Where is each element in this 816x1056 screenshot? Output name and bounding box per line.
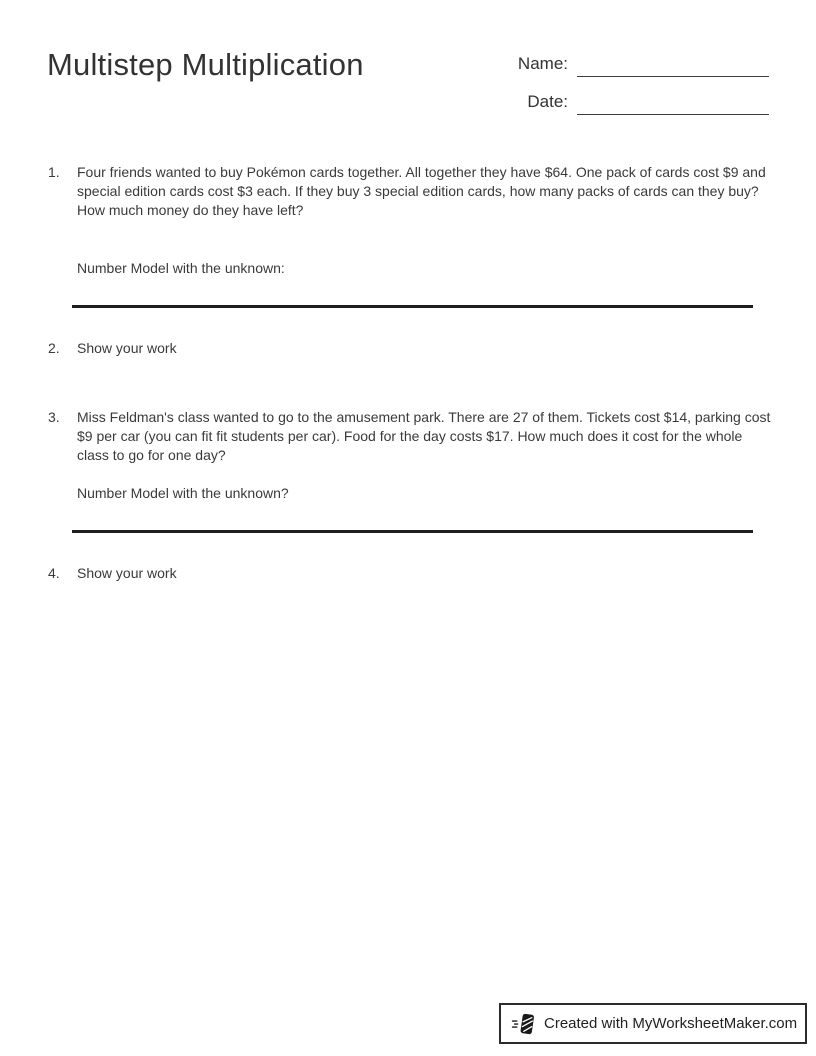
page-title: Multistep Multiplication bbox=[47, 47, 364, 82]
problem-3-number-model-prompt: Number Model with the unknown? bbox=[77, 485, 289, 501]
date-blank-line bbox=[577, 114, 769, 115]
problem-4-number: 4. bbox=[48, 565, 60, 581]
problem-1 bbox=[48, 163, 769, 220]
problem-3 bbox=[48, 408, 773, 465]
name-blank-line bbox=[577, 76, 769, 77]
problem-4 bbox=[48, 564, 448, 583]
problem-3-answer-line bbox=[72, 530, 753, 533]
problem-1-number: 1. bbox=[48, 164, 60, 180]
problem-2-number: 2. bbox=[48, 340, 60, 356]
problem-2-text: Show your work bbox=[77, 340, 177, 356]
problem-4-text: Show your work bbox=[77, 565, 177, 581]
date-label: Date: bbox=[527, 92, 568, 111]
problem-3-text: Miss Feldman's class wanted to go to the amusement park. There are 27 of them. Tickets cost $14, parking cost $9 per car (you can fit fit students per car). Food for the day costs $17. How much does it cost for the whole class to go for one day? bbox=[77, 409, 771, 463]
problem-1-text: Four friends wanted to buy Pokémon cards together. All together they have $64. One pack of cards cost $9 and special edition cards cost $3 each. If they buy 3 special edition cards, how many packs of cards can they buy? How much money do they have left? bbox=[77, 164, 766, 218]
problem-2 bbox=[48, 339, 448, 358]
name-label: Name: bbox=[517, 54, 568, 73]
footer-credit-badge bbox=[499, 1003, 807, 1044]
footer-credit-text: Created with MyWorksheetMaker.com bbox=[544, 1015, 798, 1032]
problem-3-number: 3. bbox=[48, 409, 60, 425]
problem-1-number-model-prompt: Number Model with the unknown: bbox=[77, 260, 285, 276]
worksheet-maker-logo-icon bbox=[511, 1011, 537, 1037]
problem-1-answer-line bbox=[72, 305, 753, 308]
